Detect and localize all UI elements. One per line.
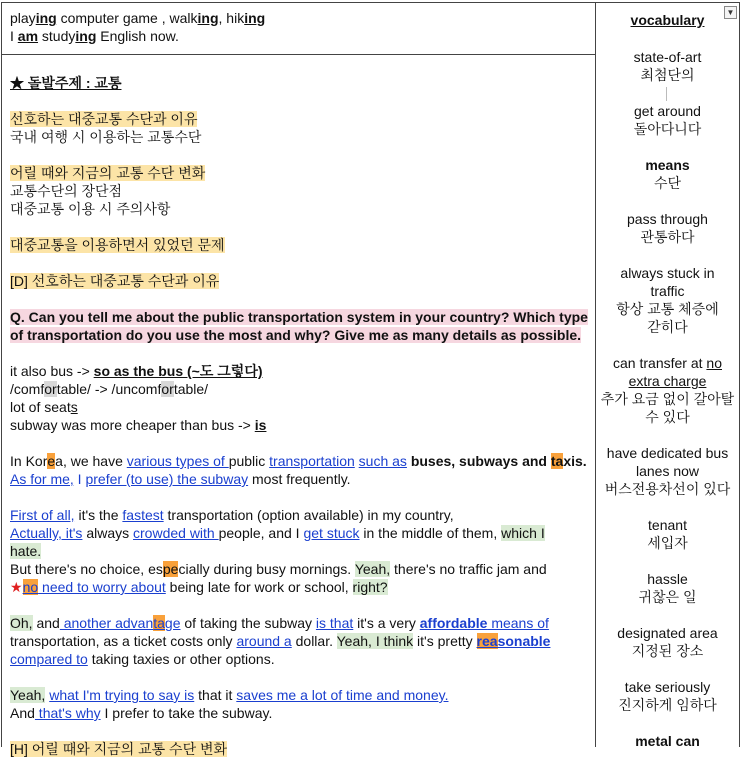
dropdown-toggle-icon[interactable]: ▼: [724, 6, 737, 19]
vocab-item: tenant 세입자: [647, 517, 688, 551]
vocab-item: metal can: [635, 733, 700, 749]
answer-paragraph-3: Oh, and another advantage of taking the subway is that it's a very affordable means of transportation, as a ticket costs only around a dollar. Yeah, I think it's pretty reasonable compared to taking taxies or other options.: [10, 615, 551, 667]
topic-subitem: 교통수단의 장단점: [10, 183, 123, 199]
vocab-item: pass through 관통하다: [627, 211, 708, 245]
vocab-divider: [666, 87, 667, 101]
topic-subitem: 국내 여행 시 이용하는 교통수단: [10, 129, 202, 145]
section-heading-h: [H] 어릴 때와 지금의 교통 수단 변화: [10, 741, 228, 757]
vocabulary-title: vocabulary: [630, 12, 705, 28]
section-heading-d: [D] 선호하는 대중교통 수단과 이유: [10, 273, 220, 289]
intro-line-1: [10, 9, 595, 27]
answer-paragraph-4: Yeah, what I'm trying to say is that it saves me a lot of time and money. And that's why I prefer to take the subway.: [10, 687, 449, 721]
document-frame: [1, 2, 740, 757]
intro-suffix: ing: [75, 28, 97, 44]
grammar-intro: [2, 3, 595, 55]
topic-subitem: 대중교통 이용 시 주의사항: [10, 201, 171, 217]
notes-column: [2, 3, 596, 757]
intro-suffix: ing: [244, 10, 266, 26]
intro-text: English now.: [96, 28, 179, 44]
answer-paragraph-2: First of all, it's the fastest transportation (option available) in my country, Actually, it's always crowded with people, and I get stuck in the middle of them, which I hate. But there's no choice, especially during busy mornings. Yeah, there's no traffic jam and ★no need to worry about being late for work or school, right?: [10, 507, 547, 595]
vocab-item: get around 돌아다니다: [633, 103, 702, 137]
intro-line-2: [10, 27, 595, 45]
topic-heading: 어릴 때와 지금의 교통 수단 변화: [10, 165, 206, 181]
intro-text: , hik: [218, 10, 245, 26]
topic-title: ★ 돌발주제 : 교통: [10, 75, 122, 91]
vocab-item: always stuck in traffic 항상 교통 체증에 갇히다: [616, 265, 719, 335]
intro-text: I: [10, 28, 18, 44]
intro-text: computer game , walk: [56, 10, 198, 26]
question-text: Q. Can you tell me about the public transportation system in your country? Which type of transportation do you use the most and why? Give me as many details as possible.: [10, 309, 588, 343]
vocab-item: can transfer at no extra charge 추가 요금 없이 갈아탈 수 있다: [600, 355, 735, 425]
vocab-item: designated area 지정된 장소: [617, 625, 718, 659]
intro-suffix: ing: [197, 10, 219, 26]
topic-heading: 선호하는 대중교통 수단과 이유: [10, 111, 198, 127]
topic-heading: 대중교통을 이용하면서 있었던 문제: [10, 237, 225, 253]
vocabulary-column: [596, 3, 739, 747]
note-line: it also bus -> so as the bus (~도 그렇다): [10, 363, 263, 379]
intro-suffix: am: [17, 28, 39, 44]
intro-text: study: [38, 28, 76, 44]
vocab-item: take seriously 진지하게 임하다: [618, 679, 717, 713]
intro-suffix: ing: [35, 10, 57, 26]
main-notes: [2, 56, 595, 758]
vocab-item: state-of-art 최첨단의: [633, 49, 702, 83]
note-line: subway was more cheaper than bus -> is: [10, 417, 267, 433]
answer-paragraph-1: In Korea, we have various types of public transportation such as buses, subways and taxis. As for me, I prefer (to use) the subway most frequently.: [10, 453, 587, 487]
vocab-item: have dedicated bus lanes now 버스전용차선이 있다: [604, 445, 731, 497]
note-line: lot of seats: [10, 399, 78, 415]
vocab-item: hassle 귀찮은 일: [638, 571, 697, 605]
note-line: /comfortable/ -> /uncomfortable/: [10, 381, 209, 397]
intro-text: play: [10, 10, 36, 26]
vocab-item: means 수단: [645, 157, 690, 191]
